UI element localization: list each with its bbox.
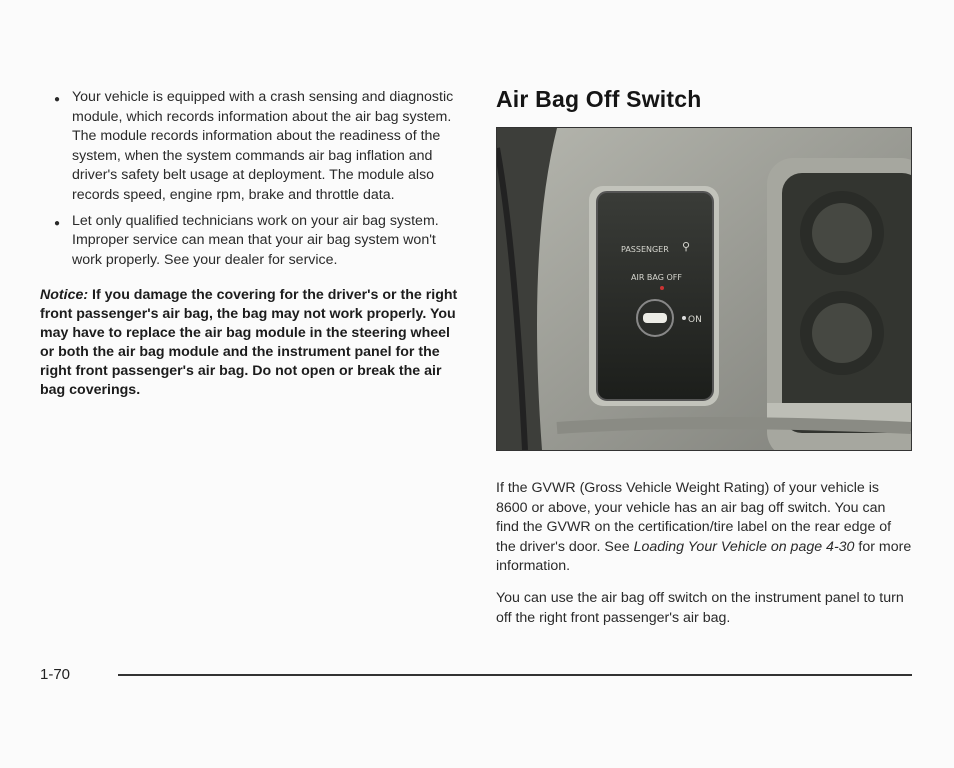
bullet-item: [40, 212, 460, 271]
left-column: [40, 88, 460, 400]
usage-paragraph: You can use the air bag off switch on the instrument panel to turn off the right front passenger's air bag.: [496, 589, 904, 626]
notice-label: Notice:: [40, 287, 89, 304]
page-number: 1-70: [40, 666, 71, 683]
footer-rule: [118, 674, 912, 676]
air-bag-switch-photo: [496, 127, 912, 451]
gvwr-text-end: for more information.: [496, 538, 912, 575]
passenger-label: PASSENGER: [621, 245, 669, 254]
bullet-icon: ●: [54, 94, 61, 105]
notice-block: [40, 286, 460, 400]
airbag-off-label: AIR BAG OFF: [631, 273, 682, 282]
bullet-text: Let only qualified technicians work on your air bag system. Improper service can mean that your air bag system won't work properly. See your dealer for service.: [72, 212, 439, 268]
airbag-symbol-icon: ⚲: [682, 240, 691, 253]
bullet-text: Your vehicle is equipped with a crash sensing and diagnostic module, which records information about the air bag system. The module records information about the readiness of the system, when the system commands air bag inflation and driver's safety belt usage at deployment. The module also records speed, engine rpm, brake and throttle data.: [72, 89, 454, 203]
on-label: ON: [688, 315, 702, 325]
right-column: [496, 86, 912, 640]
photo-illustration: [497, 128, 911, 450]
gvwr-paragraph: [496, 479, 912, 577]
notice-text: If you damage the covering for the driver's or the right front passenger's air bag, the bag may not work properly. You may have to replace the air bag module in the steering wheel or both the air bag module and the instrument panel for the right front passenger's air bag. Do not open or break the air bag coverings.: [40, 287, 458, 399]
key-slot-icon: [643, 313, 667, 323]
loading-vehicle-reference: Loading Your Vehicle on page 4-30: [633, 538, 855, 555]
bullet-icon: ●: [54, 217, 61, 229]
gvwr-text: If the GVWR (Gross Vehicle Weight Rating) of your vehicle is 8600 or above, your vehicle has an air bag off switch. You can find the GVWR on the certification/tire label on the rear edge of the driver's door. See: [496, 480, 892, 555]
section-title: Air Bag Off Switch: [496, 86, 702, 112]
bullet-item: [40, 88, 460, 206]
